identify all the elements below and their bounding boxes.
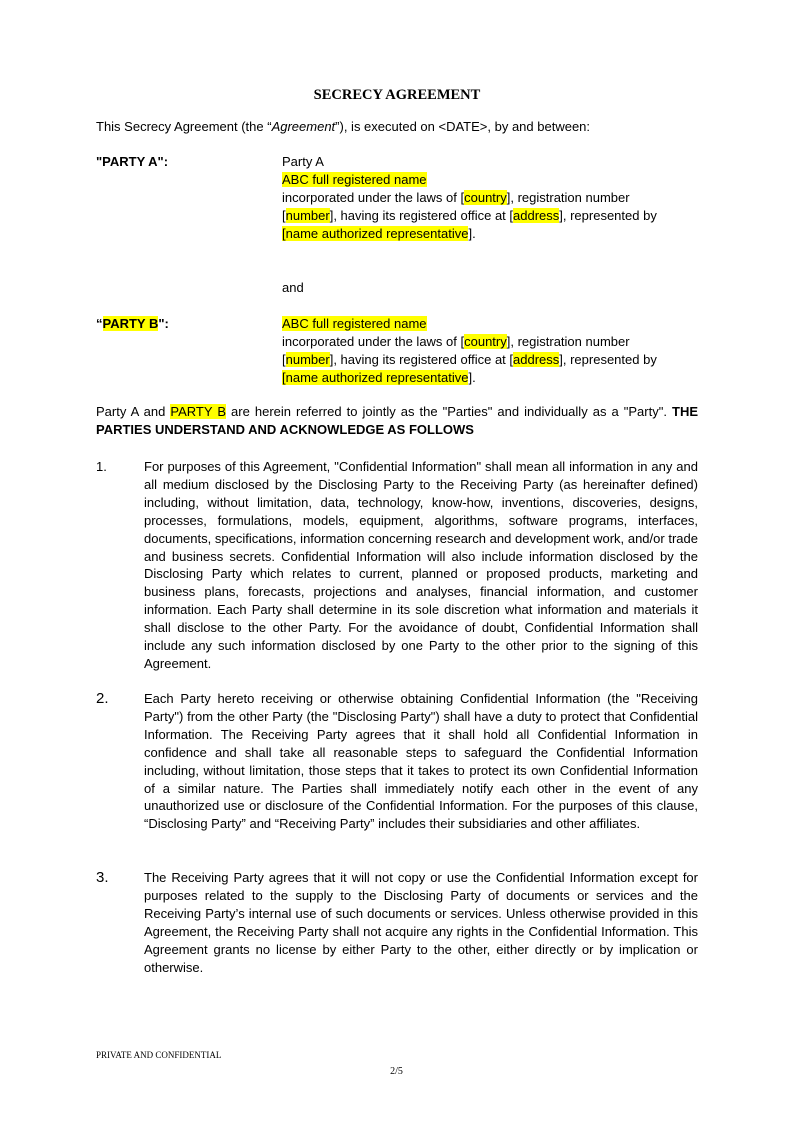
footer-confidential: PRIVATE AND CONFIDENTIAL — [96, 1050, 222, 1060]
party-a-name: Party A — [282, 154, 324, 169]
party-a-registration-line: [number], having its registered office at [address], represented by — [282, 208, 657, 223]
party-a-representative: [name authorized representative — [282, 226, 469, 241]
party-b-country: country — [464, 334, 507, 349]
party-b-registration-line: [number], having its registered office at [address], represented by — [282, 352, 657, 367]
document-title: SECRECY AGREEMENT — [313, 87, 481, 103]
party-b-number: number — [285, 352, 330, 367]
parties-party-b: PARTY B — [170, 404, 227, 419]
party-a-address: address — [513, 208, 560, 223]
party-a-representative-line: [name authorized representative]. — [282, 226, 476, 241]
parties-acknowledge-heading: THE PARTIES UNDERSTAND AND ACKNOWLEDGE AS FOLLOWS — [96, 404, 698, 437]
party-b-label: “PARTY B": — [96, 316, 169, 331]
clause-text: The Receiving Party agrees that it will not copy or use the Confidential Information except for purposes related to the supply to the Disclosing Party of documents or services and the Receiving Party’s internal use of such documents or services. Unless otherwise provided in this Agreement, the Receiving Party shall not acquire any rights in the Confidential Information. This Agreement grants no license by either Party to the other, either directly or by implication or otherwise. — [144, 870, 698, 975]
clause-text: For purposes of this Agreement, "Confidential Information" shall mean all information in any and all medium disclosed by the Disclosing Party to the Receiving Party (as hereinafter defined) including, without limitation, data, technology, know-how, inventions, discoveries, designs, processes, formulations, models, equipment, algorithms, software programs, interfaces, documents, specifications, information concerning research and development work, and/or trade and business secrets. Confidential Information will also include information disclosed by the Disclosing Party which relates to current, planned or proposed products, marketing and business plans, forecasts, projections and analyses, financial information, and customer information. Each Party shall determine in its sole discretion what information and materials it shall disclose to the other Party. For the avoidance of doubt, Confidential Information shall include any such information disclosed by one Party to the other prior to the signing of this Agreement. — [144, 459, 698, 671]
clause-number: 1. — [96, 459, 107, 474]
and-connector: and — [282, 280, 304, 295]
clause-text: Each Party hereto receiving or otherwise obtaining Confidential Information (the "Receiving Party") from the other Party (the "Disclosing Party") shall have a duty to protect that Confidential Information. The Receiving Party agrees that it shall hold all Confidential Information in confidence and shall take all reasonable steps to safeguard the Confidential Information including, without limitation, those steps that it takes to protect its own Confidential Information of a similar nature. The Parties shall immediately notify each other in the event of any unauthorized use or disclosure of the Confidential Information. For the purposes of this clause, “Disclosing Party” and “Receiving Party” includes their subsidiaries and other affiliates. — [144, 691, 698, 832]
party-a-incorporation-line: incorporated under the laws of [country], registration number — [282, 190, 630, 205]
party-b-address: address — [513, 352, 560, 367]
party-b-incorporation-line: incorporated under the laws of [country], registration number — [282, 334, 630, 349]
intro-text-end: ”), is executed on <DATE>, by and between: — [335, 119, 591, 134]
intro-paragraph — [96, 118, 590, 136]
party-a-block — [282, 153, 722, 243]
party-a-number: number — [285, 208, 330, 223]
party-b-company: ABC full registered name — [282, 316, 427, 331]
party-b-block — [282, 315, 722, 387]
clause-number: 3. — [96, 869, 109, 886]
footer-page-number: 2/5 — [390, 1066, 403, 1077]
intro-agreement-term: Agreement — [271, 119, 336, 134]
party-a-label: "PARTY A": — [96, 154, 169, 169]
clause-number: 2. — [96, 690, 109, 707]
party-a-company: ABC full registered name — [282, 172, 427, 187]
party-b-representative-line: [name authorized representative]. — [282, 370, 476, 385]
parties-paragraph: Party A and PARTY B are herein referred to jointly as the "Parties" and individually as a "Party". THE PARTIES UNDERSTAND AND ACKNOWLEDGE AS FOLLOWS — [96, 404, 698, 437]
party-a-country: country — [464, 190, 507, 205]
intro-text-start: This Secrecy Agreement (the “ — [96, 119, 272, 134]
party-b-representative: [name authorized representative — [282, 370, 469, 385]
